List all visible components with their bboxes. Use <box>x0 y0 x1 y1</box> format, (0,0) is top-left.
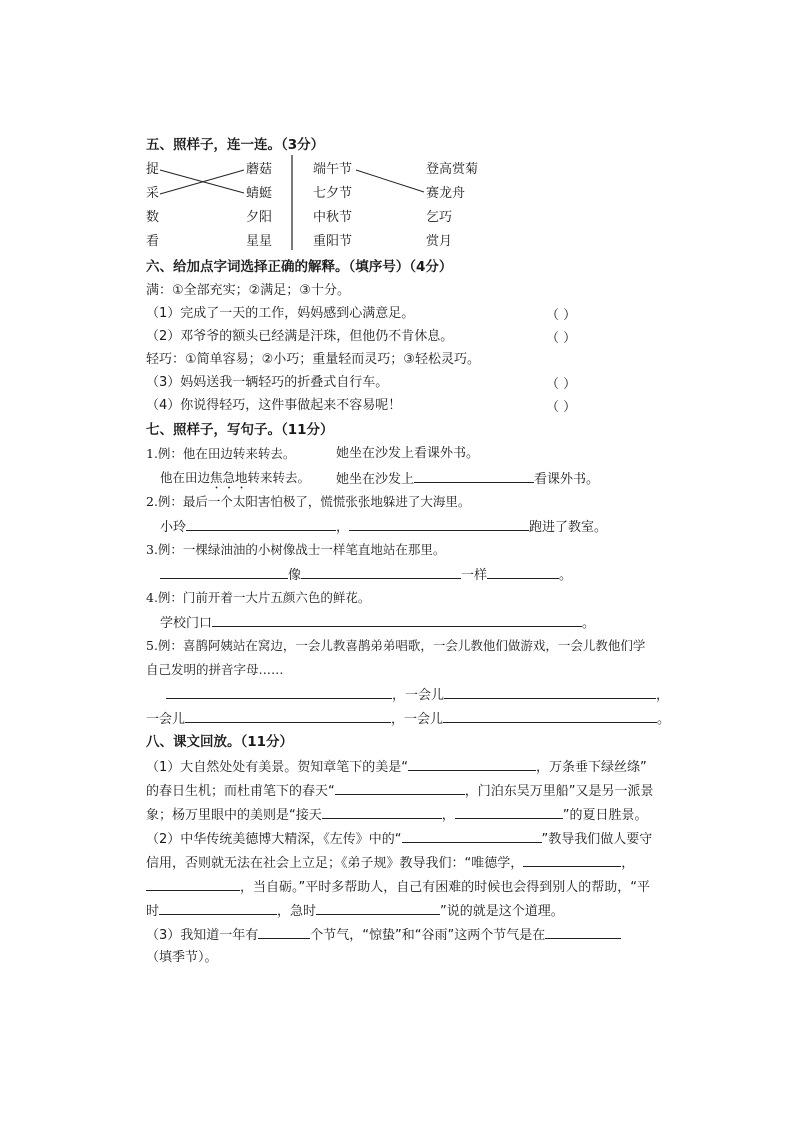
blank-3a[interactable] <box>160 566 288 579</box>
p2-line4-c: ”说的就是这个道理。 <box>440 904 564 919</box>
left-noun-2: 蜻蜓 <box>246 186 273 201</box>
example3-xiang: 像 <box>288 568 302 583</box>
left-verb-3: 数 <box>146 210 160 225</box>
p1-line3 <box>146 806 648 824</box>
left-verb-4: 看 <box>146 234 160 249</box>
blank-p1b[interactable] <box>335 782 465 795</box>
example1-task-post: 看课外书。 <box>534 472 600 487</box>
example5-comma: ， <box>656 688 670 703</box>
example5-task-line2 <box>146 710 670 728</box>
p3-line1-b: 个节气，“惊蛰”和“谷雨”这两个节气是在 <box>310 928 546 943</box>
blank-p2e[interactable] <box>316 902 440 915</box>
section6-title: 六、给加点字词选择正确的解释。（填序号）（4分） <box>146 259 453 275</box>
p1-line1-a: （1）大自然处处有美景。贺知章笔下的美是“ <box>146 760 409 775</box>
p3-line2: （填季节）。 <box>146 950 218 965</box>
left-verb-1: 捉 <box>146 162 160 177</box>
blank-3b[interactable] <box>301 566 461 579</box>
example2-end: 跑进了教室。 <box>529 520 608 535</box>
blank-1[interactable] <box>414 470 534 483</box>
blank-3c[interactable] <box>487 566 559 579</box>
example4-task <box>160 614 595 632</box>
blank-5b[interactable] <box>444 686 656 699</box>
example1-model <box>160 470 310 492</box>
example5-task-line1 <box>166 686 669 704</box>
blank-p1d[interactable] <box>455 806 563 819</box>
matching-lines <box>0 0 794 300</box>
example3-yiyang: 一样 <box>461 568 488 583</box>
custom-3: 乞巧 <box>426 210 453 225</box>
example1-model-pre: 他在田边 <box>160 470 211 485</box>
blank-p3b[interactable] <box>545 926 621 939</box>
left-verb-2: 采 <box>146 186 160 201</box>
example5-yihuier-2: 一会儿 <box>146 712 186 727</box>
p2-line4 <box>146 902 564 920</box>
p1-line1 <box>146 758 647 776</box>
definition-qingqiao: 轻巧：①简单容易；②小巧；重量轻而灵巧；③轻松灵巧。 <box>146 352 480 367</box>
blank-p2b[interactable] <box>523 854 621 867</box>
example5-yihuier-3: ，一会儿 <box>391 712 444 727</box>
example2: 2.例：最后一个太阳害怕极了，慌慌张张地躲进了大海里。 <box>146 494 471 509</box>
blank-2b[interactable] <box>349 518 529 531</box>
blank-5c[interactable] <box>185 710 391 723</box>
festival-4: 重阳节 <box>313 234 353 249</box>
p2-line2-a: 信用，否则就无法在社会上立足；《弟子规》教导我们：“唯德学， <box>146 856 524 871</box>
answer-paren-2[interactable]: （ ） <box>546 331 577 346</box>
blank-p2c[interactable] <box>146 878 240 891</box>
left-noun-3: 夕阳 <box>246 210 273 225</box>
example4-pre: 学校门口 <box>160 616 213 631</box>
example1-a: 1.例：他在田边转来转去。 <box>146 446 296 461</box>
example1-task <box>336 470 599 488</box>
p3-line1-a: （3）我知道一年有 <box>146 928 259 943</box>
festival-1: 端午节 <box>313 162 353 177</box>
p1-line3-c: ”的夏日胜景。 <box>562 808 648 823</box>
p2-line2 <box>146 854 634 872</box>
festival-2: 七夕节 <box>313 186 353 201</box>
blank-2a[interactable] <box>186 518 336 531</box>
left-noun-1: 蘑菇 <box>246 162 273 177</box>
p1-line3-b: ， <box>441 808 455 823</box>
question-2: （2）邓爷爷的额头已经满是汗珠，但他仍不肯休息。 <box>146 329 454 344</box>
p2-line1-a: （2）中华传统美德博大精深，《左传》中的“ <box>146 832 402 847</box>
question-1: （1）完成了一天的工作，妈妈感到心满意足。 <box>146 306 415 321</box>
festival-3: 中秋节 <box>313 210 353 225</box>
p2-line1-b: ”教导我们做人要守 <box>541 832 653 847</box>
answer-paren-3[interactable]: （ ） <box>546 377 577 392</box>
p2-line1 <box>146 830 652 848</box>
example3-task <box>160 566 572 584</box>
example4: 4.例：门前开着一大片五颜六色的鲜花。 <box>146 590 371 605</box>
custom-1: 登高赏菊 <box>426 162 479 177</box>
example3-end: 。 <box>559 568 573 583</box>
p1-line1-b: ，万条垂下绿丝绦” <box>536 760 647 775</box>
p3-line1 <box>146 926 621 944</box>
blank-p2d[interactable] <box>159 902 277 915</box>
blank-p1c[interactable] <box>322 806 442 819</box>
example2-task <box>160 518 607 536</box>
blank-5a[interactable] <box>166 686 392 699</box>
example5-end: 。 <box>657 712 671 727</box>
p2-line4-b: ，急时 <box>277 904 317 919</box>
p1-line2 <box>146 782 654 800</box>
example2-name: 小玲 <box>160 520 187 535</box>
section7-title: 七、照样子，写句子。（11分） <box>146 422 334 438</box>
example5-line1: 5.例：喜鹊阿姨站在窝边，一会儿教喜鹊弟弟唱歌，一会儿教他们做游戏，一会儿教他们学 <box>146 638 646 653</box>
p2-line3-a: ，当自砺。”平时多帮助人，自己有困难的时候也会得到别人的帮助，“平 <box>240 880 650 895</box>
custom-4: 赏月 <box>426 234 453 249</box>
example1-model-post: 转来转去。 <box>247 470 311 485</box>
blank-5d[interactable] <box>443 710 657 723</box>
section8-title: 八、课文回放。（11分） <box>146 734 294 750</box>
p1-line2-a: 的春日生机；而杜甫笔下的春天“ <box>146 784 335 799</box>
definition-man: 满：①全部充实；②满足；③十分。 <box>146 283 350 298</box>
answer-paren-4[interactable]: （ ） <box>546 400 577 415</box>
custom-2: 赛龙舟 <box>426 186 466 201</box>
example-line-right <box>356 170 424 192</box>
example1-task-pre: 她坐在沙发上 <box>336 472 415 487</box>
example1-dotted-word: 焦急地 <box>210 470 248 485</box>
p2-line2-b: ， <box>621 856 635 871</box>
example5-line2: 自己发明的拼音字母…… <box>146 662 284 677</box>
left-noun-4: 星星 <box>246 234 273 249</box>
example4-end: 。 <box>582 616 596 631</box>
p2-line4-a: 时 <box>146 904 160 919</box>
example5-yihuier-1: ，一会儿 <box>392 688 445 703</box>
blank-p3a[interactable] <box>258 926 310 939</box>
blank-p2a[interactable] <box>402 830 542 843</box>
section5-title: 五、照样子，连一连。（3分） <box>146 137 325 153</box>
example2-comma: ， <box>336 520 350 535</box>
example3: 3.例：一棵绿油油的小树像战士一样笔直地站在那里。 <box>146 542 446 557</box>
p1-line3-a: 象；杨万里眼中的美则是“接天 <box>146 808 322 823</box>
answer-paren-1[interactable]: （ ） <box>546 308 577 323</box>
question-3: （3）妈妈送我一辆轻巧的折叠式自行车。 <box>146 375 389 390</box>
blank-4[interactable] <box>212 614 582 627</box>
p2-line3 <box>146 878 650 896</box>
blank-p1a[interactable] <box>408 758 536 771</box>
question-4: （4）你说得轻巧，这件事做起来不容易呢！ <box>146 398 402 413</box>
p1-line2-b: ，门泊东吴万里船”又是另一派景 <box>464 784 654 799</box>
example1-b: 她坐在沙发上看课外书。 <box>336 446 480 461</box>
